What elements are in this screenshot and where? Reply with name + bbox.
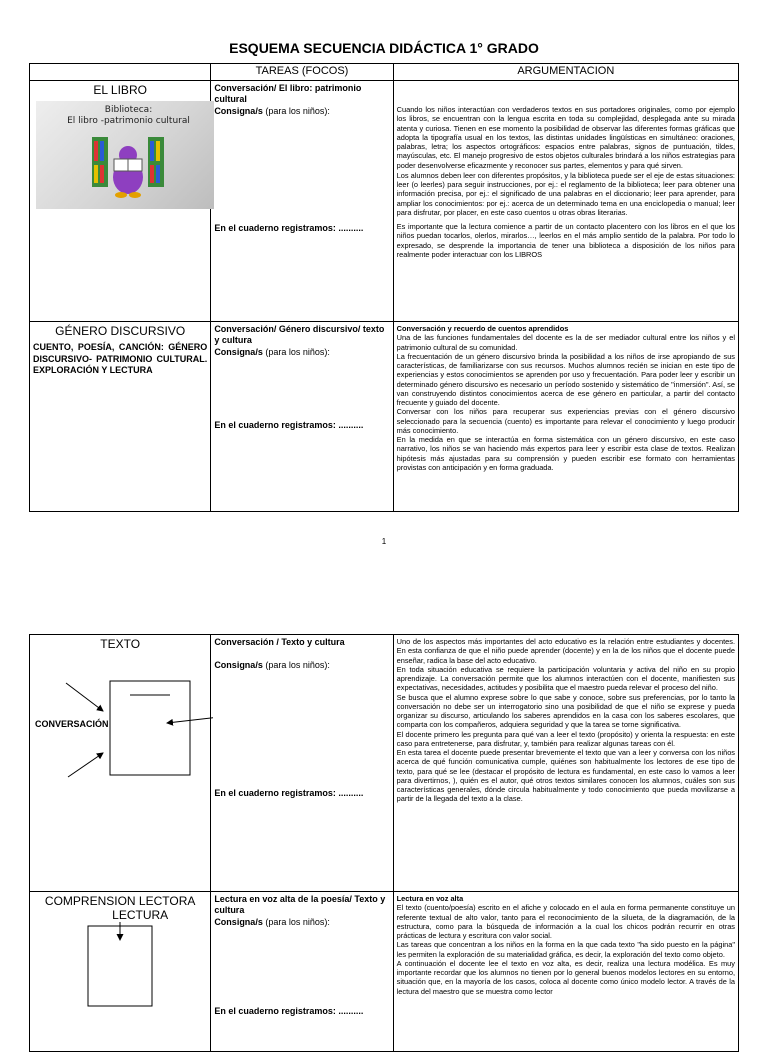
argument-cell [393, 635, 738, 892]
paragraph: En la medida en que se interactúa en forma sistemática con un género discursivo, en este caso narrativo, los niños se van haciendo más expertos para leer y escribir esta clase de textos. Realizan hipótesis más ajustadas para su comprensión y pueden escribir ese formato con herramientas provistas con anticipación y en forma graduada. [396, 435, 735, 472]
consigna-text: (para los niños): [262, 105, 330, 116]
task-title: Lectura en voz alta de la poesía/ Texto y cultura [214, 894, 386, 916]
table-row [30, 81, 739, 322]
conversation-diagram [33, 651, 207, 801]
header-argumentacion: ARGUMENTACION [393, 64, 738, 81]
paragraph: La frecuentación de un género discursivo brinda la posibilidad a los niños de irse apropiando de sus características, de familiarizarse con sus recursos. Muchos alumnos recién se inician en este tipo de experiencias y estos conocimientos se aprenden por uso y frecuentación. Para poder leer y escribir un determinado género discursivo es necesario un período sostenido y sistemático de "inmersión". Así, se van construyendo distintos conocimientos acerca de ese género en particular, a partir del contacto frecuente y guiado del docente. [396, 351, 735, 407]
sequence-table-1 [29, 63, 739, 512]
header-empty [30, 64, 211, 81]
consigna-label: Consigna/s [214, 916, 263, 927]
page-title: ESQUEMA SECUENCIA DIDÁCTICA 1° GRADO [229, 40, 539, 56]
image-caption-line-1: Biblioteca: [104, 105, 153, 115]
table-row [30, 322, 739, 512]
task-cell [211, 81, 393, 322]
argument-cell [393, 81, 738, 322]
consigna-text: (para los niños): [262, 660, 330, 671]
consigna-label: Consigna/s [214, 346, 263, 357]
task-cell [211, 635, 393, 892]
task-title: Conversación / Texto y cultura [214, 637, 345, 647]
consigna [214, 917, 389, 928]
argument-text [397, 894, 735, 996]
table-header [30, 64, 739, 81]
table-row [30, 635, 739, 892]
paragraph: En toda situación educativa se requiere la participación voluntaria y activa del niño en su propio aprendizaje. La conversación permite que los alumnos interactúen con el docente, manifiesten sus expectativas, necesidades, actitudes y posibilita que el maestro pueda relevar el proceso del niño. [396, 664, 735, 693]
paragraph: Las tareas que concentran a los niños en la forma en la que cada texto "ha sido puesto en la página" les permiten la exploración de su materialidad gráfica, es decir, la exploración del texto como objeto. [396, 940, 735, 959]
page-number: 1 [381, 537, 387, 546]
task-block [214, 894, 389, 1017]
argument-text [397, 637, 735, 804]
cuaderno-line: En el cuaderno registramos: .......... [214, 419, 364, 430]
image-caption-line-2: El libro -patrimonio cultural [67, 116, 190, 127]
diagram-arrow-icon [33, 922, 213, 1012]
reading-diagram [33, 922, 207, 1012]
paragraph: En esta tarea el docente puede presentar brevemente el texto que van a leer y conversa con los niños acerca de qué función comunicativa cumple, quiénes son habitualmente los lectores de ese tipo de texto, para qué se lee (destacar el propósito de lectura es fundamental, en este caso lo vamos a leer para divertirnos, ), quién es el autor, qué otros textos similares conocen los alumnos, cuáles son sus características generales, dónde circula habitualmente y todo conocimiento que pueda movilizarse a partir de la llegada del texto a la clase. [396, 748, 735, 804]
consigna [214, 106, 389, 117]
section-cell [30, 322, 211, 512]
cuaderno-line: En el cuaderno registramos: .......... [214, 222, 364, 233]
consigna-text: (para los niños): [262, 346, 330, 357]
task-title: Conversación/ El libro: patrimonio cultural [214, 83, 362, 105]
consigna-text: (para los niños): [262, 916, 330, 927]
section-cell [30, 635, 211, 892]
argument-heading: Lectura en voz alta [396, 894, 464, 903]
section-cell [30, 81, 211, 322]
sequence-table-2 [29, 634, 739, 1052]
section-subtitle: CUENTO, POESÍA, CANCIÓN: GÉNERO DISCURSIVO- PATRIMONIO CULTURAL. EXPLORACIÓN Y LECTURA [33, 342, 208, 376]
paragraph: Conversar con los niños para recuperar sus experiencias previas con el género discursivo seleccionado para la secuencia (cuento) es importante para relevar el conocimiento y luego producir más conocimiento. [396, 407, 735, 435]
paragraph: A continuación el docente lee el texto en voz alta, es decir, realiza una lectura modélica. Es muy importante recordar que los alumnos no tienen por lo general buenos modelos lectores en su entorno, situación que, en la mayoría de los casos, coloca al docente como único modelo lector. A través de la lectura del maestro que se muestra como lector [396, 958, 735, 996]
task-cell [211, 322, 393, 512]
argument-cell [393, 892, 738, 1052]
image-caption [36, 105, 221, 128]
argument-text [397, 324, 735, 472]
section-title: COMPRENSION LECTORA [44, 894, 196, 908]
cuaderno-line: En el cuaderno registramos: .......... [214, 787, 364, 798]
task-block [214, 83, 389, 234]
diagram-label: CONVERSACIÓN [35, 719, 109, 729]
table-row [30, 892, 739, 1052]
task-block [214, 637, 389, 799]
task-title: Conversación/ Género discursivo/ texto y cultura [214, 324, 385, 346]
paragraph: Uno de los aspectos más importantes del acto educativo es la relación entre estudiantes y docentes. En esta confianza de que el niño puede aprender (docente) y en la de los niños que el docente puede enseñar, radica la base del acto educativo. [396, 637, 735, 665]
section-title: TEXTO [100, 637, 141, 651]
argument-heading: Conversación y recuerdo de cuentos aprendidos [396, 324, 569, 333]
paragraph: Se busca que el alumno exprese sobre lo que sabe y conoce, sobre sus preferencias, por lo tanto la conversación no debe ser un interrogatorio sino una posibilidad de que el niño se exprese y pueda organizar su discurso, articulando los saberes aprendidos en la casa con los saberes escolares, que comparta con los compañeros, adquiera seguridad y que la tarea se torne significativa. [396, 692, 735, 730]
argument-cell [393, 322, 738, 512]
reading-character-icon [88, 131, 168, 201]
paragraph: Cuando los niños interactúan con verdaderos textos en sus portadores originales, como por ejemplo los libros, se encuentran con la lengua escrita en toda su complejidad, desplegada ante su mirada atenta y curiosa. Tienen en ese momento la posibilidad de observar las diferentes formas gráficas que adopta la tipografía usual en los textos, las distintas unidades lingüísticas en simultáneo: oraciones, palabras, letra; los aspectos ortográficos: espacios entre palabras, signos de puntuación, tildes, mayúsculas, etc. El manejo progresivo de estos objetos culturales brindará a los niños estrategias para poder desenvolverse eficazmente y reconocer sus partes, elementos y para qué sirven. [396, 105, 735, 170]
section-subtitle: LECTURA [112, 908, 169, 922]
consigna [214, 660, 389, 671]
task-block [214, 324, 389, 431]
task-cell [211, 892, 393, 1052]
paragraph: El docente primero les pregunta para qué van a leer el texto (propósito) y orienta la respuesta: en este caso para entretenerse, para disfrutar, y, también para realizar algunas tareas con él. [396, 729, 735, 748]
section-title: GÉNERO DISCURSIVO [55, 324, 186, 338]
library-illustration [36, 101, 214, 209]
argument-text [397, 83, 735, 259]
section-title: EL LIBRO [93, 83, 147, 97]
section-cell [30, 892, 211, 1052]
consigna-label: Consigna/s [214, 105, 263, 116]
paragraph: Una de las funciones fundamentales del docente es la de ser mediador cultural entre los niños y el patrimonio cultural de su comunidad. [396, 333, 735, 352]
consigna-label: Consigna/s [214, 660, 263, 671]
paragraph: El texto (cuento/poesía) escrito en el afiche y colocado en el aula en forma permanente constituye un referente textual de alto valor, tanto para el reconocimiento de la silueta, de la diagramación, de la estructura, como para la búsqueda de información a la cual los chicos podrán recurrir en otras prácticas de lectura y escritura con valor social. [396, 903, 735, 940]
header-tareas: TAREAS (FOCOS) [211, 64, 393, 81]
consigna [214, 347, 389, 358]
cuaderno-line: En el cuaderno registramos: .......... [214, 1005, 364, 1016]
paragraph: Es importante que la lectura comience a partir de un contacto placentero con los libros en el que los niños puedan tocarlos, olerlos, mirarlos…, leerlos en el más amplio sentido de la palabra. Por todo lo expresado, se desprende la importancia de tener una biblioteca a disposición de los niños para realmente poder interactuar con los LIBROS [396, 222, 735, 259]
paragraph: Los alumnos deben leer con diferentes propósitos, y la biblioteca puede ser el eje de estas situaciones: leer (o leerles) para seguir instrucciones, por ej.: el reglamento de la biblioteca; leer para obtener una información precisa, por ej.: el significado de una palabras en el diccionario; leer para aprender, para ampliar los conocimientos: por ej.: acerca de un determinado tema en una enciclopedia o manual; leer para disfrutar, por placer, en este caso cuentos u otras obras literarias. [396, 170, 735, 217]
